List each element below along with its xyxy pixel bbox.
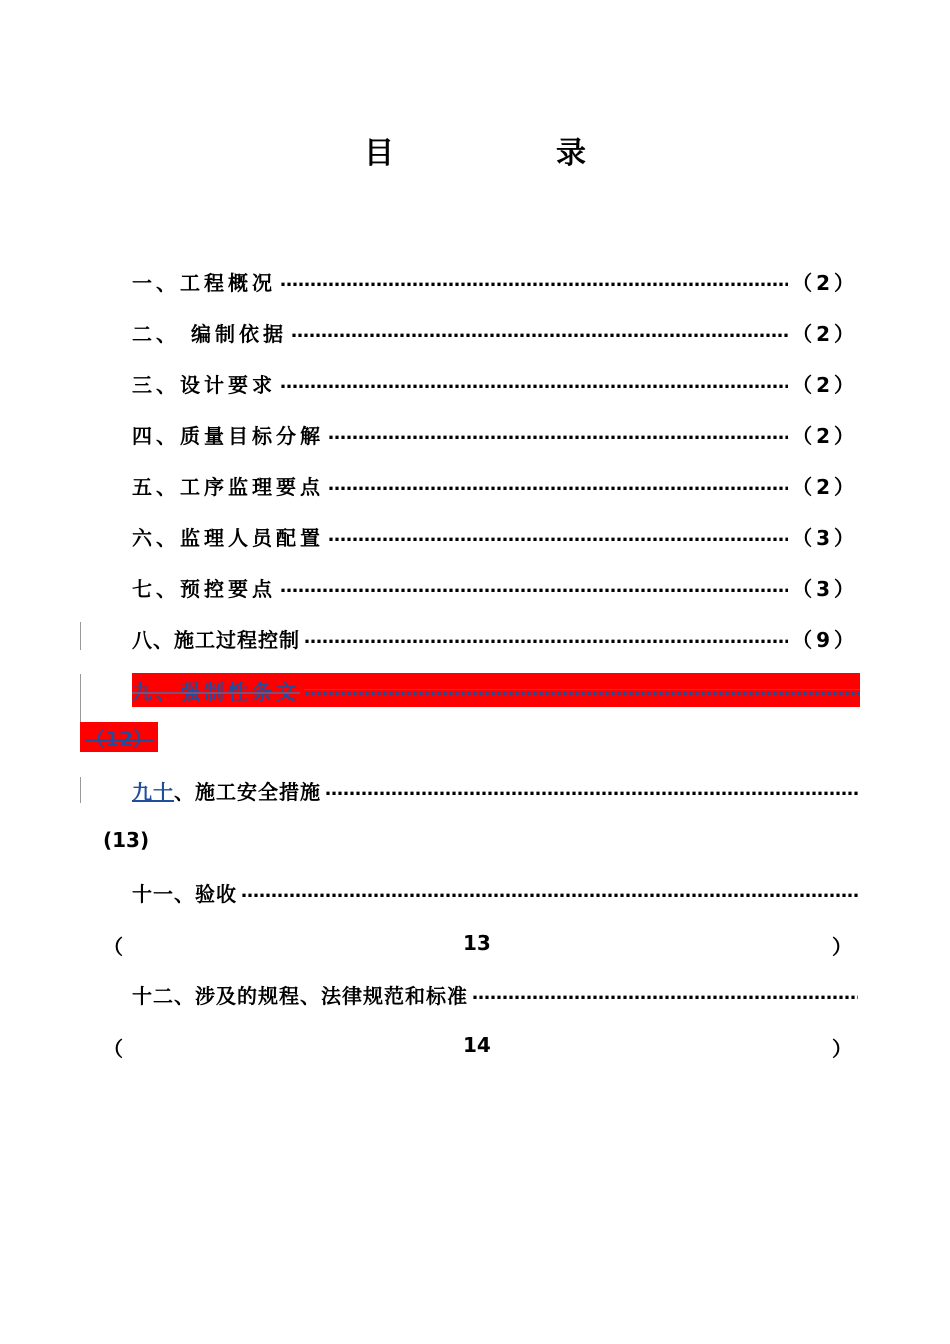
toc-entry-3[interactable] <box>132 366 858 400</box>
toc-label: 、施工安全措施 <box>174 779 321 804</box>
change-bar <box>80 622 81 650</box>
toc-page: （2） <box>792 372 858 397</box>
toc-label: 十二、涉及的规程、法律规范和标准 <box>132 983 468 1008</box>
dot-leader <box>304 621 788 655</box>
toc-entry-6[interactable] <box>132 519 858 553</box>
toc-page: （2） <box>792 474 858 499</box>
toc-label: 七、预控要点 <box>132 576 276 601</box>
toc-entry-10[interactable] <box>132 773 858 807</box>
dot-leader <box>328 417 788 451</box>
toc-label: 三、设计要求 <box>132 372 276 397</box>
toc-page: 14 <box>463 1033 491 1057</box>
dot-leader <box>328 519 788 553</box>
change-bar <box>80 777 81 803</box>
dot-leader <box>472 977 858 1011</box>
dot-leader <box>304 673 860 707</box>
toc-page-deleted: （12） <box>80 722 158 752</box>
toc-label: 一、工程概况 <box>132 270 276 295</box>
toc-page: （9） <box>792 627 858 652</box>
page-title: 目 录 <box>364 136 652 171</box>
dot-leader <box>325 773 858 807</box>
toc-label: 十一、验收 <box>132 881 237 906</box>
toc-entry-5[interactable] <box>132 468 858 502</box>
toc-page: （2） <box>792 321 858 346</box>
toc-page: 13 <box>463 931 491 955</box>
toc-label: 四、质量目标分解 <box>132 423 324 448</box>
toc-entry-11[interactable] <box>132 875 858 909</box>
toc-page-close: ） <box>832 935 852 959</box>
toc-label: 五、工序监理要点 <box>132 474 324 499</box>
toc-entry-2[interactable] <box>132 315 858 349</box>
dot-leader <box>280 366 788 400</box>
toc-page: (13) <box>103 828 150 852</box>
toc-entry-12[interactable] <box>132 977 858 1011</box>
toc-page: （2） <box>792 270 858 295</box>
toc-page-open: （ <box>103 935 123 959</box>
dot-leader <box>280 570 788 604</box>
toc-page-close: ） <box>832 1037 852 1061</box>
toc-entry-8[interactable] <box>132 621 858 655</box>
toc-label: 九、强制性条文 <box>132 679 300 704</box>
toc-page-open: （ <box>103 1037 123 1061</box>
dot-leader <box>328 468 788 502</box>
dot-leader <box>291 315 788 349</box>
toc-entry-9-deleted[interactable] <box>132 673 860 707</box>
toc-label: 二、 编制依据 <box>132 321 287 346</box>
toc-label: 六、监理人员配置 <box>132 525 324 550</box>
toc-page: （2） <box>792 423 858 448</box>
toc-entry-4[interactable] <box>132 417 858 451</box>
toc-label-inserted: 九十 <box>132 779 174 804</box>
toc-page: （3） <box>792 576 858 601</box>
toc-label: 八、施工过程控制 <box>132 627 300 652</box>
dot-leader <box>280 264 788 298</box>
toc-page: （3） <box>792 525 858 550</box>
dot-leader <box>241 875 858 909</box>
toc-label-wrap <box>132 776 321 805</box>
toc-entry-1[interactable] <box>132 264 858 298</box>
toc-entry-7[interactable] <box>132 570 858 604</box>
